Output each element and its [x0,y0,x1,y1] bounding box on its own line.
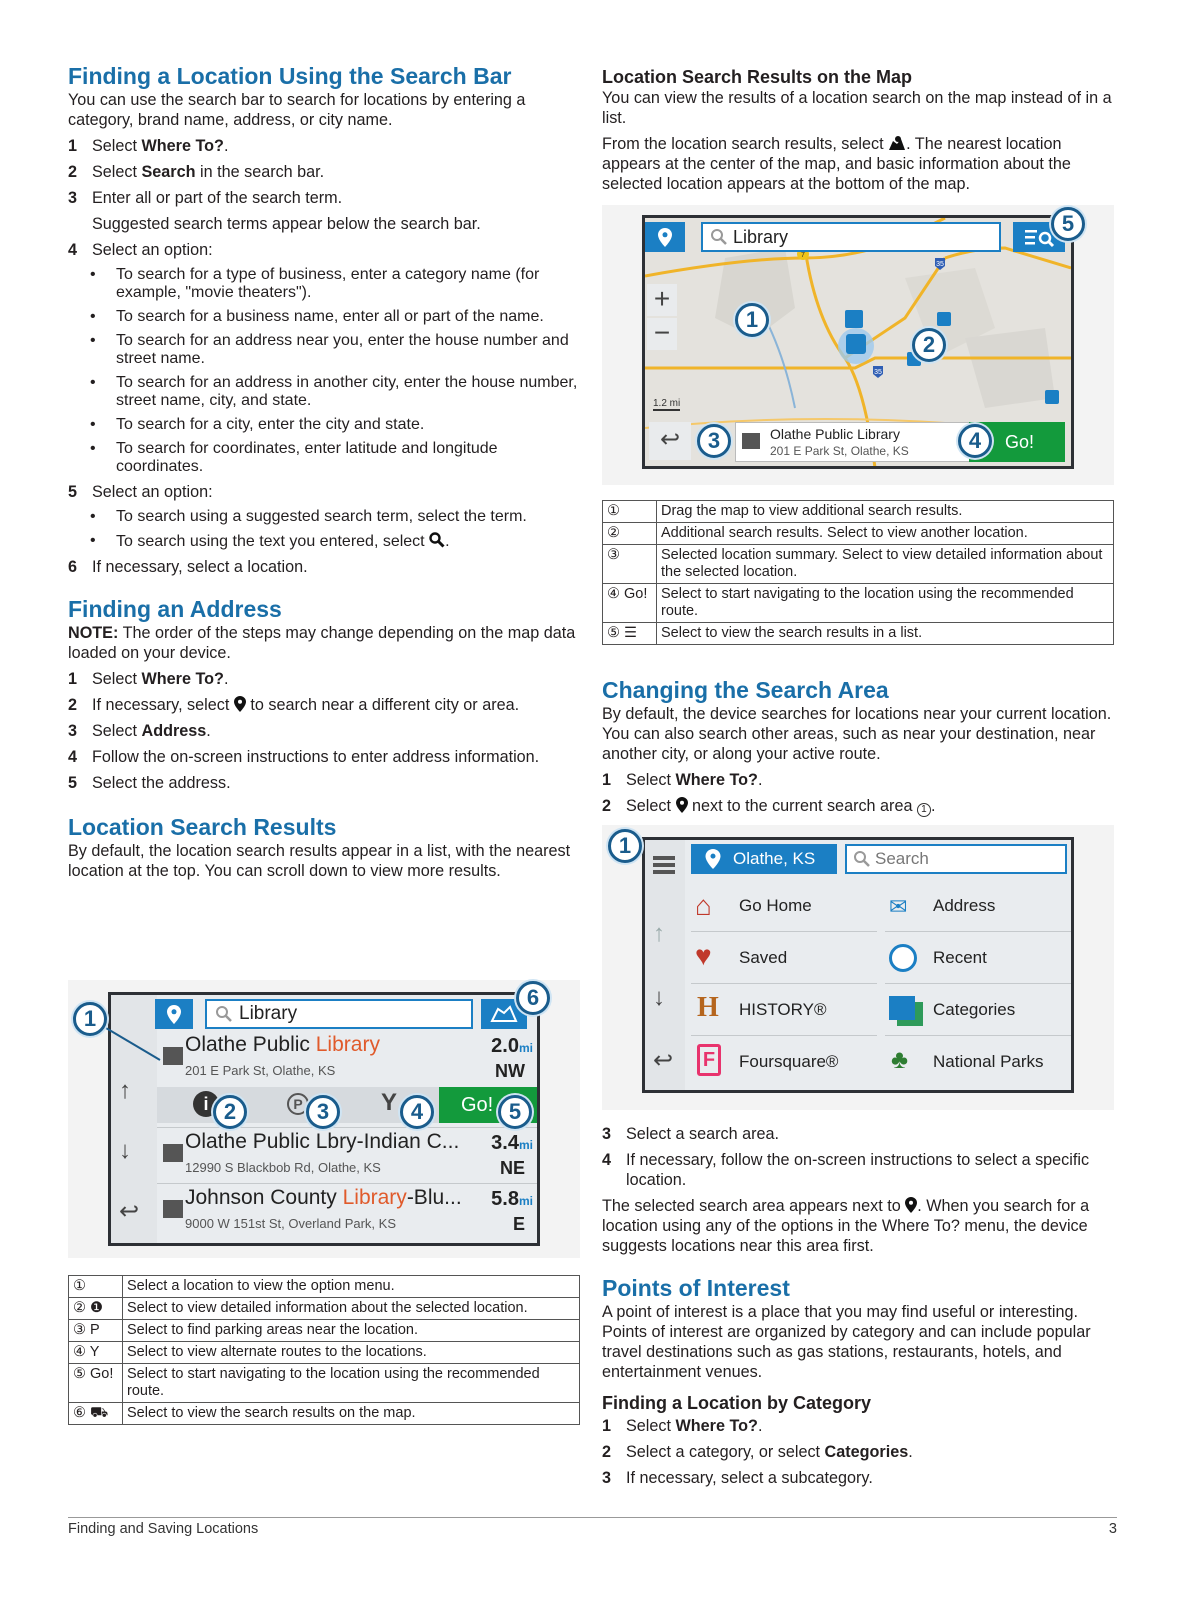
legend-row: ⑤ ☰ Select to view the search results in a list. [603,623,1114,645]
where-to-screen [642,837,1074,1093]
map-instructions: From the location search results, select . The nearest location appears at the center of the map, and basic information about the selected location appears at the bottom of the map. [602,135,1071,193]
search-input[interactable]: Library [205,999,473,1029]
legend-row: ④ Go! Select to start navigating to the location using the recommended route. [603,584,1114,623]
bullet: • To search for a business name, enter all or part of the name. [90,308,544,325]
bullet: • To search for a type of business, enter a category name (for example, "movie theaters"). [90,266,540,301]
result-row-2[interactable]: Olathe Public Lbry-Indian C... 12990 S Blackbob Rd, Olathe, KS 3.4mi NE [157,1127,537,1181]
step-1: 1 Select Where To?. [68,137,229,155]
result-row-3[interactable]: Johnson County Library-Blu... 9000 W 151st St, Overland Park, KS 5.8mi E [157,1183,537,1237]
left-legend-table [68,1275,580,1425]
go-button[interactable]: Go! [969,422,1065,462]
svg-text:7: 7 [801,252,805,259]
address-step-5: 5 Select the address. [68,774,231,792]
map-pin-icon [676,797,688,813]
area-step-2: 2 Select next to the current search area 1 . [602,797,936,815]
category-step-1: 1 Select Where To?. [602,1417,763,1435]
left-column [68,62,580,881]
callout-5: 5 [1051,207,1085,241]
search-icon [710,228,728,246]
where-to-screenshot [602,825,1114,1110]
step-4: 4 Select an option: [68,241,213,259]
heading-location-search-results: Location Search Results [68,814,337,840]
heading-results-on-map: Location Search Results on the Map [602,67,913,87]
right-column-top [602,66,1117,194]
library-icon [742,433,760,449]
callout-2: 2 [213,1095,247,1129]
bullet: • To search for a city, enter the city and state. [90,416,425,433]
routes-icon[interactable]: Y [381,1089,398,1116]
step-5: 5 Select an option: [68,483,213,501]
map-pin-icon [645,222,685,252]
step-3-note: Suggested search terms appear below the search bar. [92,215,481,233]
address-step-3: 3 Select Address. [68,722,211,740]
address-item[interactable]: ✉ Address [885,882,1071,932]
right-legend-table [602,500,1114,645]
note-text: NOTE: The order of the steps may change depending on the map data loaded on your device. [68,624,576,662]
map-screenshot [602,205,1114,485]
callout-6: 6 [516,981,550,1015]
results-list-screenshot [68,980,580,1258]
search-icon [853,850,871,868]
history-logo-icon: H [697,992,719,1023]
national-parks-item[interactable]: ♣ National Parks [891,1044,1044,1074]
step-3: 3 Enter all or part of the search term. [68,189,343,207]
svg-text:35: 35 [874,369,882,376]
category-step-2: 2 Select a category, or select Categories. [602,1443,913,1461]
intro-text: You can use the search bar to search for locations by entering a category, brand name, address, or city name. [68,91,526,129]
foursquare-item[interactable]: F Foursquare® [691,1038,877,1088]
heading-points-of-interest: Points of Interest [602,1275,790,1301]
search-icon [429,532,445,548]
map-icon [888,135,906,151]
tree-icon: ♣ [891,1044,909,1074]
heading-changing-search-area: Changing the Search Area [602,677,889,703]
recent-item[interactable]: Recent [885,934,1071,984]
callout-2: 2 [912,328,946,362]
search-area-note: The selected search area appears next to . When you search for a location using any of the options in the Where To? menu, the device suggests locations near this area first. [602,1197,1090,1255]
callout-4: 4 [958,424,992,458]
callout-4: 4 [400,1095,434,1129]
callout-1: 1 [73,1002,107,1036]
legend-row: ① Select a location to view the option menu. [69,1276,580,1298]
legend-row: ⑤ Go! Select to start navigating to the location using the recommended route. [69,1364,580,1403]
result-row-1[interactable]: Olathe Public Library 201 E Park St, Olathe, KS 2.0mi NW [157,1031,537,1087]
map-pin-icon [234,696,246,712]
search-area-button[interactable]: Olathe, KS [691,844,837,874]
zoom-in-button[interactable]: + [647,284,677,316]
heading-finding-address: Finding an Address [68,596,282,622]
side-toolbar [645,840,685,1090]
poi-text: A point of interest is a place that you may find useful or interesting. Points of interest are organized by category and can include popular travel destinations such as gas stations, restaurants, hotels, and entertainment venues. [602,1303,1091,1381]
location-summary[interactable]: Olathe Public Library 201 E Park St, Olathe, KS [735,422,981,462]
search-input[interactable]: Library [701,222,1001,252]
callout-5: 5 [498,1095,532,1129]
go-home-item[interactable]: ⌂ Go Home [691,882,877,932]
callout-3: 3 [697,424,731,458]
categories-item[interactable]: Categories [885,986,1071,1036]
svg-text:35: 35 [936,261,944,268]
address-icon: ✉ [889,894,908,919]
area-step-4: 4 If necessary, follow the on-screen instructions to select a specific location. [602,1151,1090,1189]
area-step-1: 1 Select Where To?. [602,771,763,789]
step-6: 6 If necessary, select a location. [68,558,308,576]
right-column-middle [602,676,1117,817]
menu-icon[interactable] [653,856,675,860]
callout-1: 1 [735,303,769,337]
map-pin-icon [705,849,721,869]
heading-location-by-category: Finding a Location by Category [602,1393,872,1413]
legend-row: ③ Selected location summary. Select to view detailed information about the selected location. [603,545,1114,584]
foursquare-icon: F [697,1044,721,1076]
clock-icon [889,944,917,972]
search-area-text: By default, the device searches for locations near your current location. You can also search other areas, such as near your destination, near another city, or along your active route. [602,705,1112,763]
scroll-down-icon[interactable]: ↓ [653,984,665,1011]
page-number: 3 [1108,1521,1117,1537]
legend-row: ⑥ ⛟ Select to view the search results on the map. [69,1403,580,1425]
legend-row: ② Additional search results. Select to view another location. [603,523,1114,545]
back-icon[interactable]: ↩ [649,422,691,460]
footer-section-title: Finding and Saving Locations [68,1521,259,1537]
search-input[interactable]: Search [845,844,1067,874]
callout-1: 1 [608,829,642,863]
map-scale: 1.2 mi [653,398,681,409]
history-item[interactable]: H HISTORY® [691,986,877,1036]
bullet: • To search using the text you entered, select . [90,532,450,550]
back-icon[interactable]: ↩ [119,1198,140,1225]
zoom-out-button[interactable]: − [647,318,677,350]
legend-row: ③ P Select to find parking areas near the location. [69,1320,580,1342]
address-step-4: 4 Follow the on-screen instructions to enter address information. [68,748,540,766]
saved-item[interactable]: ♥ Saved [691,934,877,984]
back-icon[interactable]: ↩ [653,1047,674,1074]
legend-row: ① Drag the map to view additional search results. [603,501,1114,523]
address-step-1: 1 Select Where To?. [68,670,229,688]
legend-row: ④ Y Select to view alternate routes to the locations. [69,1342,580,1364]
parking-icon[interactable]: P [287,1093,309,1115]
right-column-bottom [602,1118,1117,1488]
scroll-down-icon[interactable]: ↓ [119,1137,131,1164]
search-area-pin-button[interactable] [645,222,685,252]
info-icon[interactable]: i [193,1091,219,1117]
home-icon: ⌂ [695,890,712,921]
legend-row: ② ❶ Select to view detailed information about the selected location. [69,1298,580,1320]
go-button[interactable]: Go! [439,1087,537,1123]
bullet: • To search for an address in another city, enter the house number, street name, city, and state. [90,374,578,409]
map-intro: You can view the results of a location search on the map instead of in a list. [602,89,1112,127]
bullet: • To search using a suggested search term, select the term. [90,508,527,525]
location-results-text: By default, the location search results appear in a list, with the nearest location at the top. You can scroll down to view more results. [68,842,571,880]
categories-icon [889,996,915,1020]
bullet: • To search for an address near you, enter the house number and street name. [90,332,569,367]
heart-icon: ♥ [695,940,712,971]
map-pin-icon [905,1197,917,1213]
page-footer [68,1517,1117,1537]
scroll-up-icon[interactable]: ↑ [119,1077,131,1104]
heading-search-bar: Finding a Location Using the Search Bar [68,63,512,89]
address-step-2: 2 If necessary, select to search near a different city or area. [68,696,520,714]
callout-ref-1: 1 [917,803,931,817]
scroll-up-icon[interactable]: ↑ [653,920,665,947]
callout-3: 3 [306,1095,340,1129]
category-step-3: 3 If necessary, select a subcategory. [602,1469,873,1487]
area-step-3: 3 Select a search area. [602,1125,779,1143]
step-2: 2 Select Search in the search bar. [68,163,325,181]
bullet: • To search for coordinates, enter latitude and longitude coordinates. [90,440,498,475]
